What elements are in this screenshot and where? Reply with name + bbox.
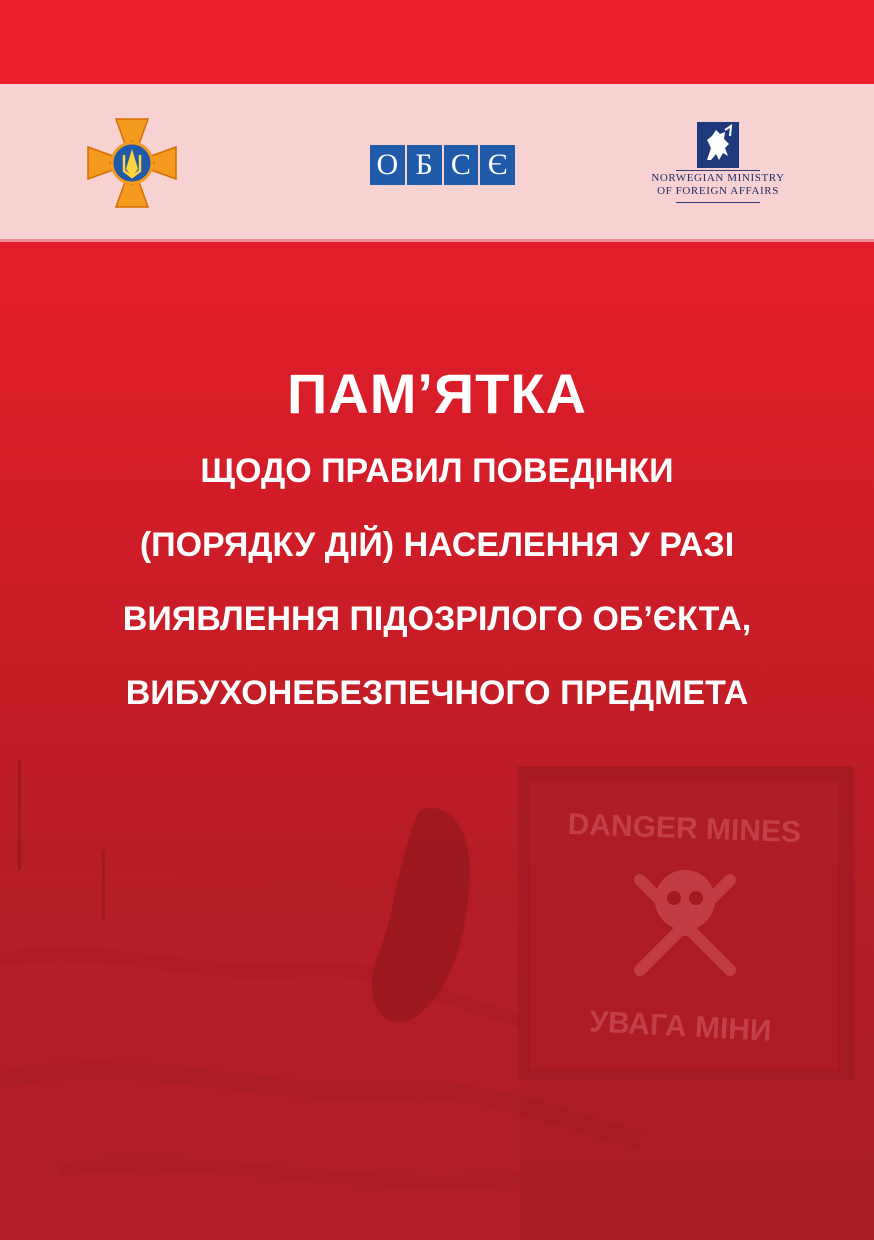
osce-letter: Б: [407, 145, 442, 185]
page-title: ПАМ’ЯТКА: [287, 362, 587, 425]
subtitle-line: ВИЯВЛЕННЯ ПІДОЗРІЛОГО ОБ’ЄКТА,: [122, 600, 752, 638]
subtitle-line: ЩОДО ПРАВИЛ ПОВЕДІНКИ: [200, 452, 674, 490]
subtitle-line: ВИБУХОНЕБЕЗПЕЧНОГО ПРЕДМЕТА: [125, 674, 749, 712]
subtitle-line: (ПОРЯДКУ ДІЙ) НАСЕЛЕННЯ У РАЗІ: [139, 526, 735, 564]
emergency-service-cross-icon: [86, 117, 178, 209]
norway-lion-icon: [697, 122, 739, 168]
osce-letter: Є: [480, 145, 515, 185]
minefield-photo: [0, 700, 874, 1240]
osce-logo: [370, 145, 515, 185]
title-block: [0, 360, 874, 730]
norway-text-line: OF FOREIGN AFFAIRS: [657, 185, 779, 197]
norwegian-ministry-logo: [636, 120, 800, 208]
norway-rule-bottom: [676, 202, 760, 203]
osce-letter: С: [444, 145, 479, 185]
sign-top-text: DANGER MINES: [567, 807, 802, 850]
sign-bottom-text: УВАГА МІНИ: [588, 1005, 773, 1048]
norway-text-line: NORWEGIAN MINISTRY: [651, 172, 785, 184]
subtitle: [0, 434, 874, 730]
osce-letter: О: [370, 145, 405, 185]
norway-rule-top: [676, 170, 760, 171]
top-red-band: [0, 0, 874, 84]
